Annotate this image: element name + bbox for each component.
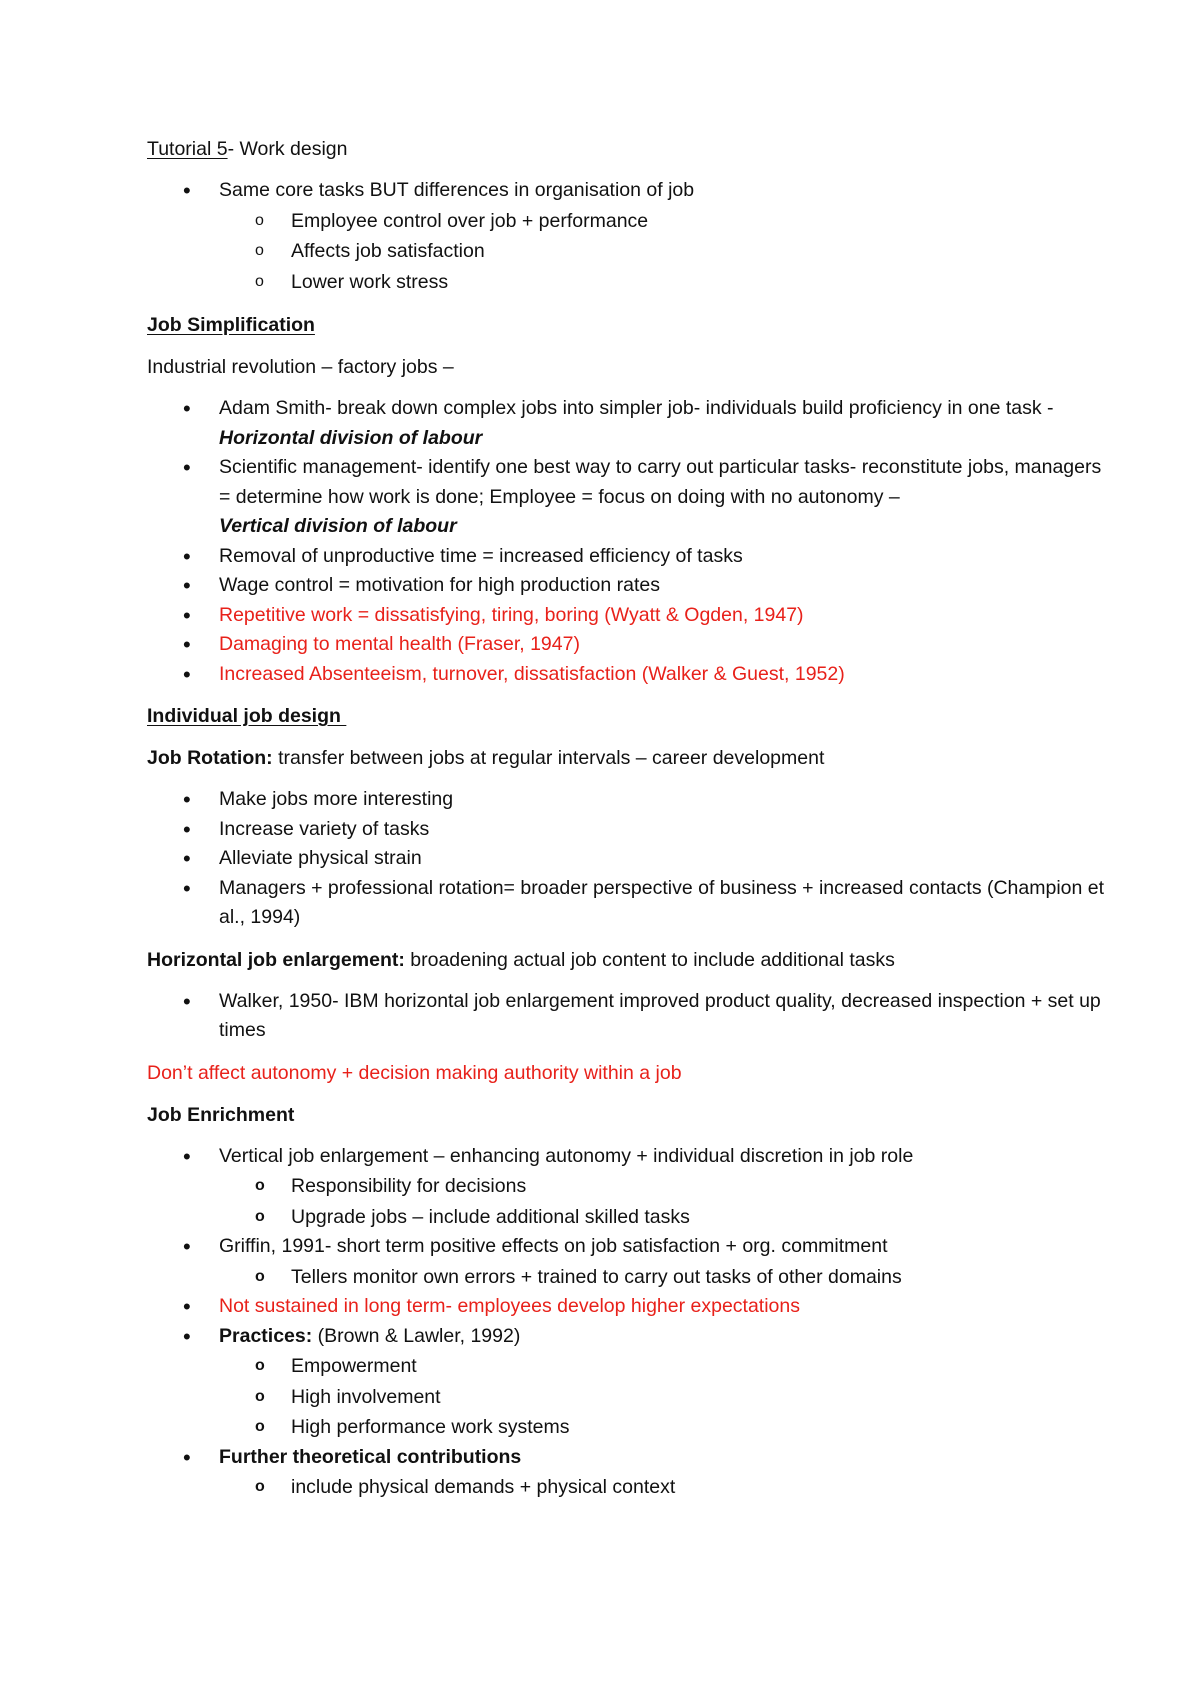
list-item: • Vertical job enlargement – enhancing autonomy + individual discretion in job role o Responsibility for decisions o Upgrade jobs – include additional skilled tasks: [147, 1142, 1107, 1233]
sub-item: o Employee control over job + performance: [219, 206, 1107, 237]
rotation-definition: Job Rotation: transfer between jobs at regular intervals – career development: [147, 747, 825, 769]
list-item: • Increase variety of tasks: [147, 815, 1107, 845]
sub-list: [219, 206, 1107, 298]
list-item: • Removal of unproductive time = increased efficiency of tasks: [147, 542, 1107, 572]
rotation-list: [147, 785, 1107, 933]
sub-list: [219, 1472, 1107, 1503]
list-item-critique: • Damaging to mental health (Fraser, 1947): [147, 630, 1107, 660]
sub-item: o Empowerment: [219, 1351, 1107, 1382]
sub-item: o Upgrade jobs – include additional skilled tasks: [219, 1202, 1107, 1233]
document-page: [147, 134, 1107, 1503]
list-item: • Practices: (Brown & Lawler, 1992) o Empowerment o High involvement o High performance work systems: [147, 1322, 1107, 1443]
sub-list: [219, 1351, 1107, 1443]
critique-note: Don’t affect autonomy + decision making authority within a job: [147, 1061, 682, 1084]
sub-item: o Responsibility for decisions: [219, 1171, 1107, 1202]
list-item-critique: • Repetitive work = dissatisfying, tiring, boring (Wyatt & Ogden, 1947): [147, 601, 1107, 631]
list-item: • Wage control = motivation for high production rates: [147, 571, 1107, 601]
list-item-critique: • Not sustained in long term- employees develop higher expectations: [147, 1292, 1107, 1322]
list-item: • Same core tasks BUT differences in organisation of job o Employee control over job + performance o Affects job satisfaction o Lower work stress: [147, 176, 1107, 297]
sub-item: o Affects job satisfaction: [219, 236, 1107, 267]
sub-item: o Lower work stress: [219, 267, 1107, 298]
section-heading-simplification: Job Simplification: [147, 314, 315, 336]
sub-item: o include physical demands + physical context: [219, 1472, 1107, 1503]
list-item: • Griffin, 1991- short term positive effects on job satisfaction + org. commitment o Tellers monitor own errors + trained to carry out tasks of other domains: [147, 1232, 1107, 1292]
enlargement-list: [147, 987, 1107, 1046]
list-item: • Further theoretical contributions o include physical demands + physical context: [147, 1443, 1107, 1503]
emphasis-text: Vertical division of labour: [219, 515, 457, 537]
title-rest: - Work design: [227, 138, 348, 160]
sub-item: o Tellers monitor own errors + trained to carry out tasks of other domains: [219, 1262, 1107, 1293]
list-item: • Scientific management- identify one best way to carry out particular tasks- reconstitute jobs, managers = determine how work is done; Employee = focus on doing with no autonomy – Vertical division of labour: [147, 453, 1107, 542]
simplification-lead: Industrial revolution – factory jobs –: [147, 356, 454, 378]
list-item: • Adam Smith- break down complex jobs into simpler job- individuals build proficiency in one task -Horizontal division of labour: [147, 394, 1107, 453]
title-bold: Tutorial 5: [147, 138, 228, 160]
enlargement-definition: Horizontal job enlargement: broadening actual job content to include additional tasks: [147, 948, 895, 971]
sub-list: [219, 1262, 1107, 1293]
emphasis-text: Horizontal division of labour: [219, 426, 483, 449]
section-heading-enrichment: Job Enrichment: [147, 1103, 295, 1126]
sub-item: o High involvement: [219, 1382, 1107, 1413]
list-item: • Walker, 1950- IBM horizontal job enlargement improved product quality, decreased inspection + set up times: [147, 987, 1107, 1046]
list-item: • Make jobs more interesting: [147, 785, 1107, 815]
enrichment-list: [147, 1142, 1107, 1503]
document-title: [147, 134, 1107, 164]
sub-list: [219, 1171, 1107, 1232]
sub-item: o High performance work systems: [219, 1412, 1107, 1443]
intro-list: [147, 176, 1107, 297]
simplification-list: [147, 394, 1107, 689]
list-item: • Alleviate physical strain: [147, 844, 1107, 874]
list-item: • Managers + professional rotation= broader perspective of business + increased contacts (Champion et al., 1994): [147, 874, 1107, 933]
section-heading-individual: Individual job design: [147, 705, 347, 727]
list-item-critique: • Increased Absenteeism, turnover, dissatisfaction (Walker & Guest, 1952): [147, 660, 1107, 690]
